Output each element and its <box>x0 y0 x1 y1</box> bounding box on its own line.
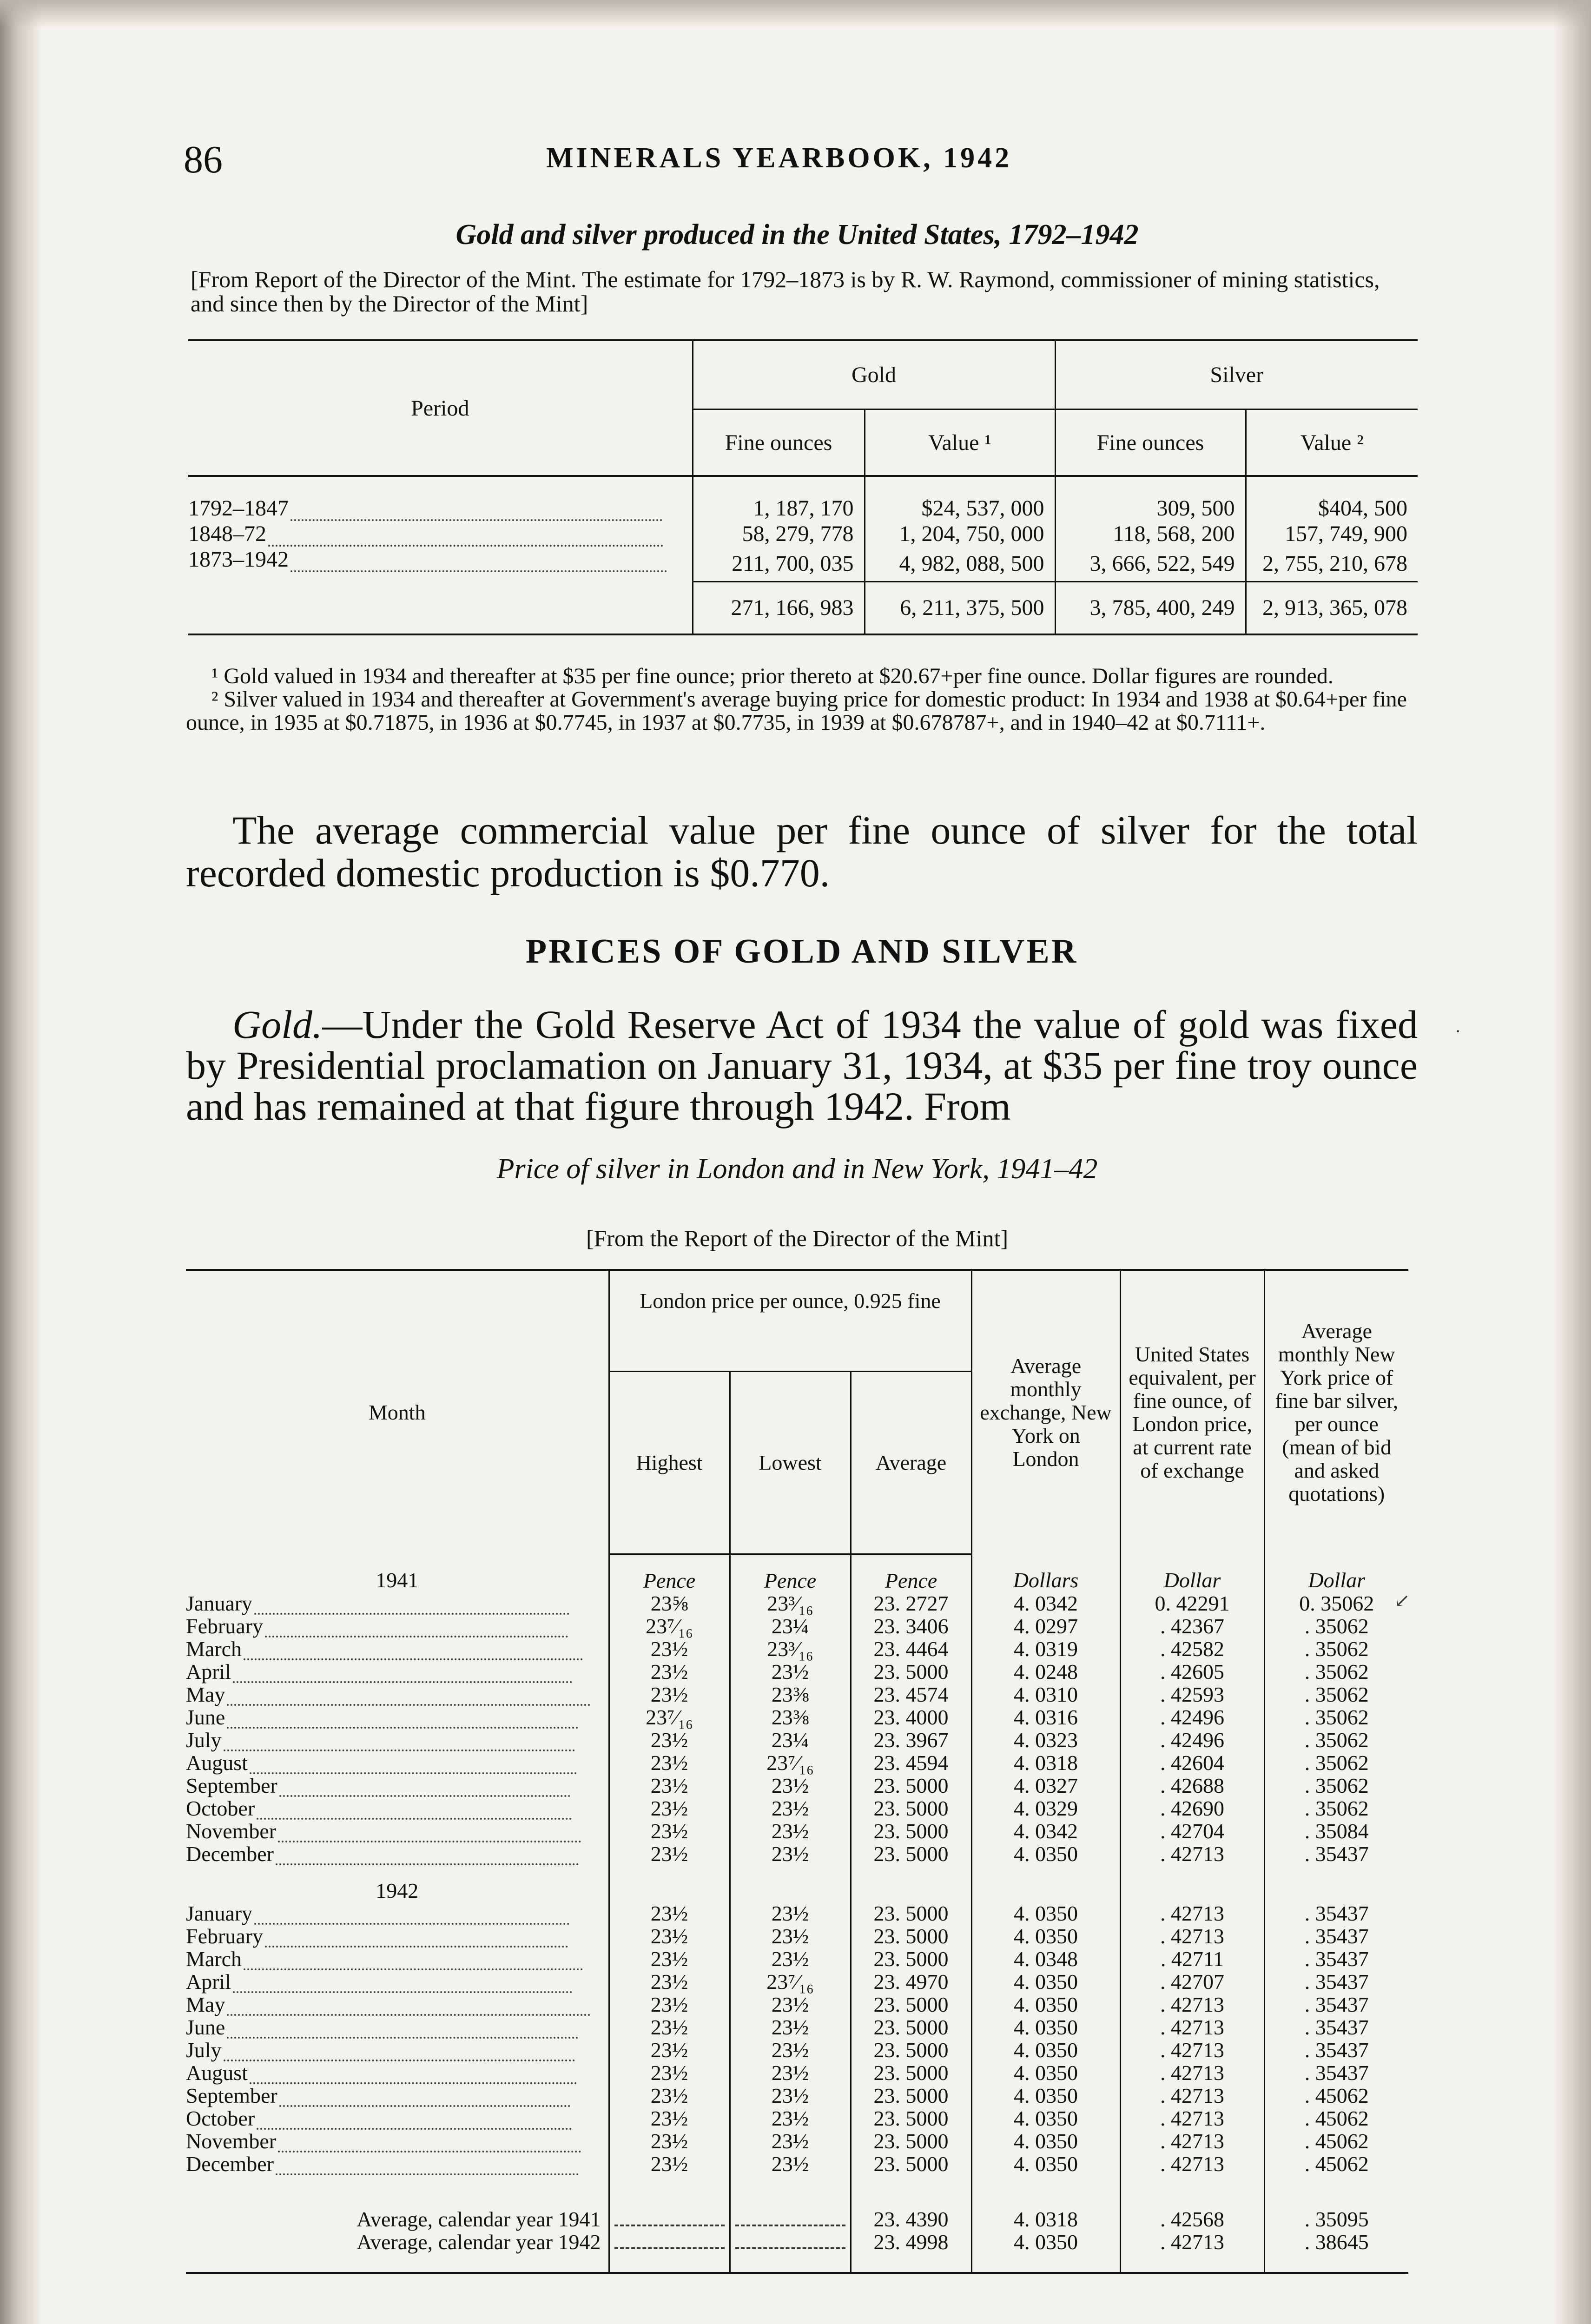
footnote-1: ¹ Gold valued in 1934 and thereafter at $35 per fine ounce; prior thereto at $20.67+per fine ounce. Dollar figures are rounded. <box>211 664 1334 688</box>
table-row <box>186 1820 1408 1842</box>
average-cell: 23. 4998 <box>851 2231 971 2273</box>
us-equiv-cell: . 42713 <box>1120 2061 1264 2084</box>
total-silver-value: 2, 913, 365, 078 <box>1246 581 1418 634</box>
year-row <box>186 1865 1408 1902</box>
highest-cell: 23½ <box>609 1925 730 1948</box>
month-cell: August <box>186 2061 609 2084</box>
average-cell: 23. 2727 <box>851 1592 971 1615</box>
exchange-cell: 4. 0350 <box>971 2039 1120 2061</box>
dash-fill <box>735 2235 845 2249</box>
dash-fill <box>735 2212 845 2226</box>
empty-cell <box>730 1865 851 1902</box>
month-cell: September <box>186 1774 609 1797</box>
exchange-cell: 4. 0350 <box>971 1925 1120 1948</box>
gold-paragraph-text: —Under the Gold Reserve Act of 1934 the value of gold was fixed by Presidential proclamation on January 31, 1934, at $35 per fine troy ounce and has remained at that figure through 1942. From <box>186 1002 1418 1129</box>
month-cell: December <box>186 2152 609 2175</box>
average-cell: 23. 5000 <box>851 1842 971 1865</box>
table-row <box>186 1729 1408 1751</box>
highest-cell: 23½ <box>609 2061 730 2084</box>
month-cell: March <box>186 1637 609 1660</box>
exchange-cell: 4. 0319 <box>971 1637 1120 1660</box>
empty-cell <box>851 1865 971 1902</box>
gold-ounces-cell: 58, 279, 778 <box>693 521 865 547</box>
exchange-cell: 4. 0323 <box>971 1729 1120 1751</box>
ny-price-cell: . 35095 <box>1264 2208 1408 2231</box>
col-silver-ounces-header: Fine ounces <box>1055 409 1246 476</box>
average-label: Average, calendar year 1941 <box>356 2207 601 2231</box>
lowest-cell: 23⅜ <box>730 1683 851 1706</box>
average-cell: 23. 5000 <box>851 1993 971 2016</box>
table-row <box>186 2130 1408 2152</box>
blank-cell <box>730 2231 851 2273</box>
ny-price-cell: . 35062 <box>1264 1729 1408 1751</box>
exchange-cell: 4. 0350 <box>971 2152 1120 2175</box>
ny-price-cell: . 45062 <box>1264 2152 1408 2175</box>
exchange-cell: 4. 0248 <box>971 1660 1120 1683</box>
month-cell: February <box>186 1615 609 1637</box>
dot-leader <box>276 1863 579 1865</box>
ny-price-cell: . 35062 <box>1264 1637 1408 1660</box>
month-cell: October <box>186 2107 609 2130</box>
average-cell: 23. 5000 <box>851 2039 971 2061</box>
lowest-cell: 23½ <box>730 1660 851 1683</box>
ny-price-cell: . 35062 <box>1264 1615 1408 1637</box>
col-london-header: London price per ounce, 0.925 fine <box>609 1270 971 1372</box>
page-number: 86 <box>184 138 223 181</box>
highest-cell: 23½ <box>609 1902 730 1925</box>
table-row <box>186 1751 1408 1774</box>
ny-price-cell: . 35437 <box>1264 1993 1408 2016</box>
col-month-header: Month <box>186 1270 609 1554</box>
page-shadow-top <box>0 0 1591 28</box>
month-cell: December <box>186 1842 609 1865</box>
empty-cell <box>1264 2175 1408 2208</box>
lowest-cell: 23⅜ <box>730 1706 851 1729</box>
blank-cell <box>730 2208 851 2231</box>
table-row <box>188 547 1418 581</box>
average-row <box>186 2231 1408 2273</box>
month-cell: May <box>186 1993 609 2016</box>
table1-footnotes <box>186 665 1422 734</box>
col-us-equiv-header: United States equivalent, per fine ounce, of London price, at current rate of exchange <box>1120 1270 1264 1554</box>
unit-label: Dollar <box>1120 1554 1264 1592</box>
us-equiv-cell: . 42713 <box>1120 2107 1264 2130</box>
average-cell: 23. 5000 <box>851 2061 971 2084</box>
us-equiv-cell: . 42605 <box>1120 1660 1264 1683</box>
ny-price-cell: . 35062 <box>1264 1797 1408 1820</box>
lowest-cell: 23⁷⁄₁₆ <box>730 1970 851 1993</box>
lowest-cell: 23½ <box>730 2130 851 2152</box>
average-row <box>186 2208 1408 2231</box>
us-equiv-cell: . 42707 <box>1120 1970 1264 1993</box>
total-gold-value: 6, 211, 375, 500 <box>865 581 1055 634</box>
average-cell: 23. 5000 <box>851 2084 971 2107</box>
highest-cell: 23½ <box>609 1948 730 1970</box>
col-average-header: Average <box>851 1372 971 1555</box>
silver-ounces-cell: 118, 568, 200 <box>1055 521 1246 547</box>
month-cell: April <box>186 1970 609 1993</box>
lowest-cell: 23½ <box>730 1774 851 1797</box>
highest-cell: 23½ <box>609 2130 730 2152</box>
gold-ounces-cell: 1, 187, 170 <box>693 476 865 521</box>
ny-price-cell: . 35437 <box>1264 1925 1408 1948</box>
table-row <box>186 1637 1408 1660</box>
silver-value-cell: 2, 755, 210, 678 <box>1246 547 1418 581</box>
lowest-cell: 23¼ <box>730 1729 851 1751</box>
highest-cell: 23⁷⁄₁₆ <box>609 1706 730 1729</box>
period-cell: 1792–1847 <box>188 496 289 521</box>
spacer-row <box>186 2175 1408 2208</box>
lowest-cell: 23⁷⁄₁₆ <box>730 1751 851 1774</box>
month-cell: September <box>186 2084 609 2107</box>
average-cell: 23. 3406 <box>851 1615 971 1637</box>
table-row <box>188 521 1418 547</box>
gold-value-cell: $24, 537, 000 <box>865 476 1055 521</box>
silver-value-paragraph: The average commercial value per fine ounce of silver for the total recorded domestic production is $0.770. <box>186 808 1418 895</box>
table-row <box>186 2152 1408 2175</box>
us-equiv-cell: . 42713 <box>1120 1842 1264 1865</box>
average-cell: 23. 5000 <box>851 1797 971 1820</box>
month-cell: January <box>186 1902 609 1925</box>
lowest-cell: 23½ <box>730 1797 851 1820</box>
unit-label: Pence <box>851 1554 971 1592</box>
empty-cell <box>971 2175 1120 2208</box>
lowest-cell: 23¼ <box>730 1615 851 1637</box>
average-cell: 23. 4970 <box>851 1970 971 1993</box>
ny-price-cell: . 45062 <box>1264 2130 1408 2152</box>
col-highest-header: Highest <box>609 1372 730 1555</box>
dash-fill <box>614 2235 725 2249</box>
table2-title: Price of silver in London and in New York, 1941–42 <box>496 1153 1098 1185</box>
exchange-cell: 4. 0350 <box>971 2016 1120 2039</box>
ny-price-cell: . 45062 <box>1264 2107 1408 2130</box>
col-silver-header: Silver <box>1055 340 1418 409</box>
silver-price-table <box>186 1269 1408 2274</box>
gold-paragraph <box>186 1004 1418 1127</box>
silver-value-cell: 157, 749, 900 <box>1246 521 1418 547</box>
margin-mark: · <box>1455 1021 1461 1042</box>
ny-price-cell: . 35437 <box>1264 1902 1408 1925</box>
unit-label: Pence <box>609 1554 730 1592</box>
highest-cell: 23½ <box>609 2016 730 2039</box>
unit-label: Dollars <box>971 1554 1120 1592</box>
us-equiv-cell: . 42496 <box>1120 1729 1264 1751</box>
highest-cell: 23½ <box>609 1970 730 1993</box>
table-row <box>186 2107 1408 2130</box>
page-shadow-right <box>1554 0 1591 2324</box>
us-equiv-cell: . 42713 <box>1120 2130 1264 2152</box>
lowest-cell: 23½ <box>730 1902 851 1925</box>
exchange-cell: 4. 0342 <box>971 1592 1120 1615</box>
average-cell: 23. 4000 <box>851 1706 971 1729</box>
lowest-cell: 23½ <box>730 1948 851 1970</box>
month-cell: June <box>186 2016 609 2039</box>
year-label-1942: 1942 <box>376 1879 419 1902</box>
highest-cell: 23½ <box>609 1842 730 1865</box>
unit-row <box>186 1554 1408 1592</box>
exchange-cell: 4. 0318 <box>971 2208 1120 2231</box>
lowest-cell: 23³⁄₁₆ <box>730 1592 851 1615</box>
lowest-cell: 23½ <box>730 1925 851 1948</box>
exchange-cell: 4. 0350 <box>971 2130 1120 2152</box>
us-equiv-cell: . 42568 <box>1120 2208 1264 2231</box>
us-equiv-cell: . 42688 <box>1120 1774 1264 1797</box>
average-cell: 23. 5000 <box>851 1660 971 1683</box>
table-row <box>186 1797 1408 1820</box>
us-equiv-cell: . 42604 <box>1120 1751 1264 1774</box>
lowest-cell: 23½ <box>730 2152 851 2175</box>
month-cell: July <box>186 1729 609 1751</box>
gold-value-cell: 1, 204, 750, 000 <box>865 521 1055 547</box>
ny-price-cell: . 35437 <box>1264 1948 1408 1970</box>
ny-price-cell: . 35062 <box>1264 1774 1408 1797</box>
empty-cell <box>609 2175 730 2208</box>
lowest-cell: 23½ <box>730 2016 851 2039</box>
us-equiv-cell: . 42582 <box>1120 1637 1264 1660</box>
ny-price-cell: . 35437 <box>1264 1842 1408 1865</box>
exchange-cell: 4. 0350 <box>971 1842 1120 1865</box>
exchange-cell: 4. 0350 <box>971 2231 1120 2273</box>
us-equiv-cell: . 42593 <box>1120 1683 1264 1706</box>
exchange-cell: 4. 0350 <box>971 2084 1120 2107</box>
exchange-cell: 4. 0316 <box>971 1706 1120 1729</box>
exchange-cell: 4. 0327 <box>971 1774 1120 1797</box>
table1-title: Gold and silver produced in the United States, 1792–1942 <box>456 219 1139 251</box>
month-cell: May <box>186 1683 609 1706</box>
ny-price-cell: . 38645 <box>1264 2231 1408 2273</box>
lowest-cell: 23½ <box>730 1842 851 1865</box>
col-gold-value-header: Value ¹ <box>865 409 1055 476</box>
total-silver-ounces: 3, 785, 400, 249 <box>1055 581 1246 634</box>
table-row <box>186 2039 1408 2061</box>
dash-fill <box>614 2212 725 2226</box>
highest-cell: 23½ <box>609 2107 730 2130</box>
average-cell: 23. 5000 <box>851 1925 971 1948</box>
table-row <box>186 2084 1408 2107</box>
exchange-cell: 4. 0350 <box>971 1902 1120 1925</box>
ny-price-cell: . 35062 <box>1264 1706 1408 1729</box>
table-row <box>188 476 1418 521</box>
silver-value-cell: $404, 500 <box>1246 476 1418 521</box>
average-cell: 23. 5000 <box>851 1820 971 1842</box>
highest-cell: 23½ <box>609 1729 730 1751</box>
average-cell: 23. 4574 <box>851 1683 971 1706</box>
month-cell: February <box>186 1925 609 1948</box>
ny-price-cell: . 35062 <box>1264 1683 1408 1706</box>
month-cell: April <box>186 1660 609 1683</box>
running-title: MINERALS YEARBOOK, 1942 <box>546 142 1012 174</box>
empty-cell <box>1120 2175 1264 2208</box>
average-cell: 23. 5000 <box>851 2152 971 2175</box>
exchange-cell: 4. 0318 <box>971 1751 1120 1774</box>
empty-cell <box>1120 1865 1264 1902</box>
lowest-cell: 23½ <box>730 2039 851 2061</box>
us-equiv-cell: . 42713 <box>1120 2152 1264 2175</box>
empty-cell <box>851 2175 971 2208</box>
highest-cell: 23½ <box>609 1683 730 1706</box>
us-equiv-cell: . 42713 <box>1120 2016 1264 2039</box>
table-row <box>186 1842 1408 1865</box>
ny-price-cell: . 35437 <box>1264 2061 1408 2084</box>
highest-cell: 23½ <box>609 1993 730 2016</box>
margin-mark: ↙ <box>1394 1590 1410 1611</box>
month-cell: August <box>186 1751 609 1774</box>
exchange-cell: 4. 0348 <box>971 1948 1120 1970</box>
ny-price-cell: . 35062 <box>1264 1660 1408 1683</box>
silver-ounces-cell: 3, 666, 522, 549 <box>1055 547 1246 581</box>
lowest-cell: 23½ <box>730 2107 851 2130</box>
table-row <box>186 1970 1408 1993</box>
table-row <box>186 1683 1408 1706</box>
exchange-cell: 4. 0329 <box>971 1797 1120 1820</box>
highest-cell: 23½ <box>609 2084 730 2107</box>
month-cell: March <box>186 1948 609 1970</box>
us-equiv-cell: . 42690 <box>1120 1797 1264 1820</box>
highest-cell: 23½ <box>609 2152 730 2175</box>
exchange-cell: 4. 0310 <box>971 1683 1120 1706</box>
highest-cell: 23⅝ <box>609 1592 730 1615</box>
lowest-cell: 23³⁄₁₆ <box>730 1637 851 1660</box>
average-cell: 23. 5000 <box>851 1774 971 1797</box>
table-row <box>186 1774 1408 1797</box>
page-header <box>184 137 1411 179</box>
average-cell: 23. 5000 <box>851 1902 971 1925</box>
us-equiv-cell: . 42713 <box>1120 2039 1264 2061</box>
table-row <box>186 1660 1408 1683</box>
exchange-cell: 4. 0297 <box>971 1615 1120 1637</box>
blank-cell <box>609 2231 730 2273</box>
lowest-cell: 23½ <box>730 2084 851 2107</box>
us-equiv-cell: . 42713 <box>1120 2084 1264 2107</box>
empty-cell <box>186 2175 609 2208</box>
footnote-2: ² Silver valued in 1934 and thereafter at Government's average buying price for domestic product: In 1934 and 1938 at $0.64+per fine ounce, in 1935 at $0.71875, in 1936 at $0.7745, in 1937 at $0.7735, in 1939 at $0.678787+, and in 1940–42 at $0.7111+. <box>186 687 1407 735</box>
blank-cell <box>609 2208 730 2231</box>
month-cell: June <box>186 1706 609 1729</box>
us-equiv-cell: . 42713 <box>1120 2231 1264 2273</box>
table2-source: [From the Report of the Director of the Mint] <box>586 1225 1009 1251</box>
dot-leader <box>276 2173 579 2175</box>
ny-price-cell: . 35437 <box>1264 2039 1408 2061</box>
us-equiv-cell: . 42496 <box>1120 1706 1264 1729</box>
table-row <box>186 1615 1408 1637</box>
period-cell: 1873–1942 <box>188 547 289 572</box>
ny-price-cell: . 35437 <box>1264 2016 1408 2039</box>
highest-cell: 23½ <box>609 1797 730 1820</box>
empty-cell <box>730 2175 851 2208</box>
highest-cell: 23½ <box>609 1774 730 1797</box>
ny-price-cell: . 35084 <box>1264 1820 1408 1842</box>
ny-price-cell: . 35437 <box>1264 1970 1408 1993</box>
table1-source: [From Report of the Director of the Mint. The estimate for 1792–1873 is by R. W. Raymond, commissioner of mining statistics, and since then by the Director of the Mint] <box>191 266 1380 317</box>
highest-cell: 23½ <box>609 1660 730 1683</box>
average-cell: 23. 5000 <box>851 2107 971 2130</box>
table-row <box>186 1902 1408 1925</box>
us-equiv-cell: . 42713 <box>1120 1902 1264 1925</box>
silver-ounces-cell: 309, 500 <box>1055 476 1246 521</box>
month-cell: October <box>186 1797 609 1820</box>
col-ny-price-header: Average monthly New York price of fine bar silver, per ounce (mean of bid and asked quotations) <box>1264 1270 1408 1554</box>
us-equiv-cell: . 42711 <box>1120 1948 1264 1970</box>
gold-paragraph-lead: Gold. <box>232 1002 323 1047</box>
section-heading: PRICES OF GOLD AND SILVER <box>525 932 1078 971</box>
lowest-cell: 23½ <box>730 1993 851 2016</box>
ny-price-cell: 0. 35062 <box>1264 1592 1408 1615</box>
col-period-header: Period <box>188 340 693 476</box>
unit-label: Dollar <box>1264 1554 1408 1592</box>
col-gold-header: Gold <box>693 340 1055 409</box>
table-row <box>186 1925 1408 1948</box>
table-row <box>186 2016 1408 2039</box>
exchange-cell: 4. 0350 <box>971 1970 1120 1993</box>
us-equiv-cell: . 42367 <box>1120 1615 1264 1637</box>
table-row <box>186 1592 1408 1615</box>
col-exchange-header: Average monthly exchange, New York on London <box>971 1270 1120 1554</box>
highest-cell: 23½ <box>609 2039 730 2061</box>
ny-price-cell: . 35062 <box>1264 1751 1408 1774</box>
average-cell: 23. 4594 <box>851 1751 971 1774</box>
exchange-cell: 4. 0350 <box>971 2107 1120 2130</box>
page-shadow-left <box>0 0 42 2324</box>
table-row <box>186 1948 1408 1970</box>
empty-cell <box>609 1865 730 1902</box>
table-row <box>186 1706 1408 1729</box>
table-total-row <box>188 581 1418 634</box>
exchange-cell: 4. 0350 <box>971 1993 1120 2016</box>
exchange-cell: 4. 0350 <box>971 2061 1120 2084</box>
total-gold-ounces: 271, 166, 983 <box>693 581 865 634</box>
table-row <box>186 1993 1408 2016</box>
average-cell: 23. 5000 <box>851 2016 971 2039</box>
us-equiv-cell: . 42704 <box>1120 1820 1264 1842</box>
gold-ounces-cell: 211, 700, 035 <box>693 547 865 581</box>
table-row <box>186 2061 1408 2084</box>
empty-cell <box>971 1865 1120 1902</box>
ny-price-cell: . 45062 <box>1264 2084 1408 2107</box>
col-lowest-header: Lowest <box>730 1372 851 1555</box>
us-equiv-cell: 0. 42291 <box>1120 1592 1264 1615</box>
average-cell: 23. 4464 <box>851 1637 971 1660</box>
gold-value-cell: 4, 982, 088, 500 <box>865 547 1055 581</box>
month-cell: January <box>186 1592 609 1615</box>
month-cell: July <box>186 2039 609 2061</box>
month-cell: November <box>186 2130 609 2152</box>
year-label-1941: 1941 <box>376 1568 419 1592</box>
us-equiv-cell: . 42713 <box>1120 1925 1264 1948</box>
empty-cell <box>1264 1865 1408 1902</box>
average-cell: 23. 4390 <box>851 2208 971 2231</box>
exchange-cell: 4. 0342 <box>971 1820 1120 1842</box>
unit-label: Pence <box>730 1554 851 1592</box>
gold-silver-production-table <box>188 339 1418 635</box>
col-silver-value-header: Value ² <box>1246 409 1418 476</box>
highest-cell: 23⁷⁄₁₆ <box>609 1615 730 1637</box>
average-cell: 23. 5000 <box>851 1948 971 1970</box>
average-cell: 23. 5000 <box>851 2130 971 2152</box>
highest-cell: 23½ <box>609 1637 730 1660</box>
period-cell: 1848–72 <box>188 522 266 546</box>
col-gold-ounces-header: Fine ounces <box>693 409 865 476</box>
average-cell: 23. 3967 <box>851 1729 971 1751</box>
lowest-cell: 23½ <box>730 1820 851 1842</box>
average-label: Average, calendar year 1942 <box>186 2231 609 2273</box>
lowest-cell: 23½ <box>730 2061 851 2084</box>
highest-cell: 23½ <box>609 1820 730 1842</box>
us-equiv-cell: . 42713 <box>1120 1993 1264 2016</box>
highest-cell: 23½ <box>609 1751 730 1774</box>
month-cell: November <box>186 1820 609 1842</box>
